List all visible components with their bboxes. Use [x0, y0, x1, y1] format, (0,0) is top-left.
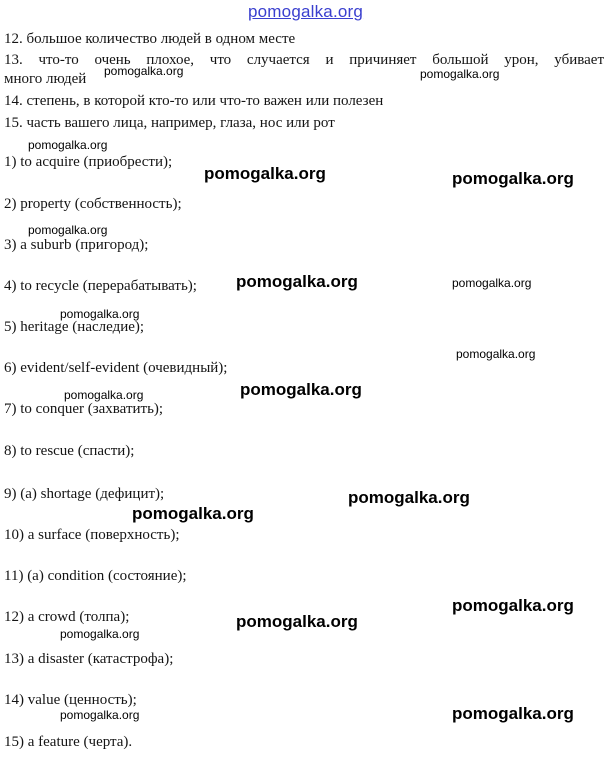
answer-line: 14) value (ценность);	[4, 692, 137, 708]
watermark: pomogalka.org	[236, 612, 358, 631]
definition-line: много людей	[4, 71, 87, 87]
definition-line: 12. большое количество людей в одном месте	[4, 31, 296, 47]
answer-line: 2) property (собственность);	[4, 196, 182, 212]
watermark: pomogalka.org	[452, 169, 574, 188]
watermark: pomogalka.org	[60, 627, 140, 641]
watermark: pomogalka.org	[456, 347, 536, 361]
definition-line: 14. степень, в которой кто-то или что-то важен или полезен	[4, 93, 384, 109]
watermark: pomogalka.org	[452, 276, 532, 290]
watermark: pomogalka.org	[64, 388, 144, 402]
answer-line: 10) a surface (поверхность);	[4, 527, 180, 543]
answer-line: 9) (a) shortage (дефицит);	[4, 486, 165, 502]
watermark: pomogalka.org	[420, 67, 500, 81]
header-watermark[interactable]: pomogalka.org	[248, 2, 364, 21]
answer-line: 6) evident/self-evident (очевидный);	[4, 360, 228, 376]
definition-line: 15. часть вашего лица, например, глаза, нос или рот	[4, 115, 335, 131]
watermark: pomogalka.org	[240, 380, 362, 399]
answer-line: 5) heritage (наследие);	[4, 319, 145, 335]
watermark: pomogalka.org	[60, 307, 140, 321]
watermark: pomogalka.org	[104, 64, 184, 78]
answer-line: 3) a suburb (пригород);	[4, 237, 149, 253]
watermark: pomogalka.org	[236, 272, 358, 291]
definition-line: 13. что-то очень плохое, что случается и причиняет большой урон, убивает	[4, 52, 604, 68]
answer-line: 1) to acquire (приобрести);	[4, 154, 173, 170]
answer-line: 13) a disaster (катастрофа);	[4, 651, 174, 667]
answer-line: 11) (a) condition (состояние);	[4, 568, 187, 584]
watermark: pomogalka.org	[348, 488, 470, 507]
answer-line: 12) a crowd (толпа);	[4, 609, 130, 625]
watermark: pomogalka.org	[452, 704, 574, 723]
watermark: pomogalka.org	[452, 596, 574, 615]
watermark: pomogalka.org	[28, 138, 108, 152]
answer-line: 7) to conquer (захватить);	[4, 401, 164, 417]
watermark: pomogalka.org	[204, 164, 326, 183]
watermark: pomogalka.org	[60, 708, 140, 722]
watermark: pomogalka.org	[28, 223, 108, 237]
answer-line: 15) a feature (черта).	[4, 734, 133, 750]
watermark: pomogalka.org	[132, 504, 254, 523]
answer-line: 4) to recycle (перерабатывать);	[4, 278, 197, 294]
answer-line: 8) to rescue (спасти);	[4, 443, 135, 459]
